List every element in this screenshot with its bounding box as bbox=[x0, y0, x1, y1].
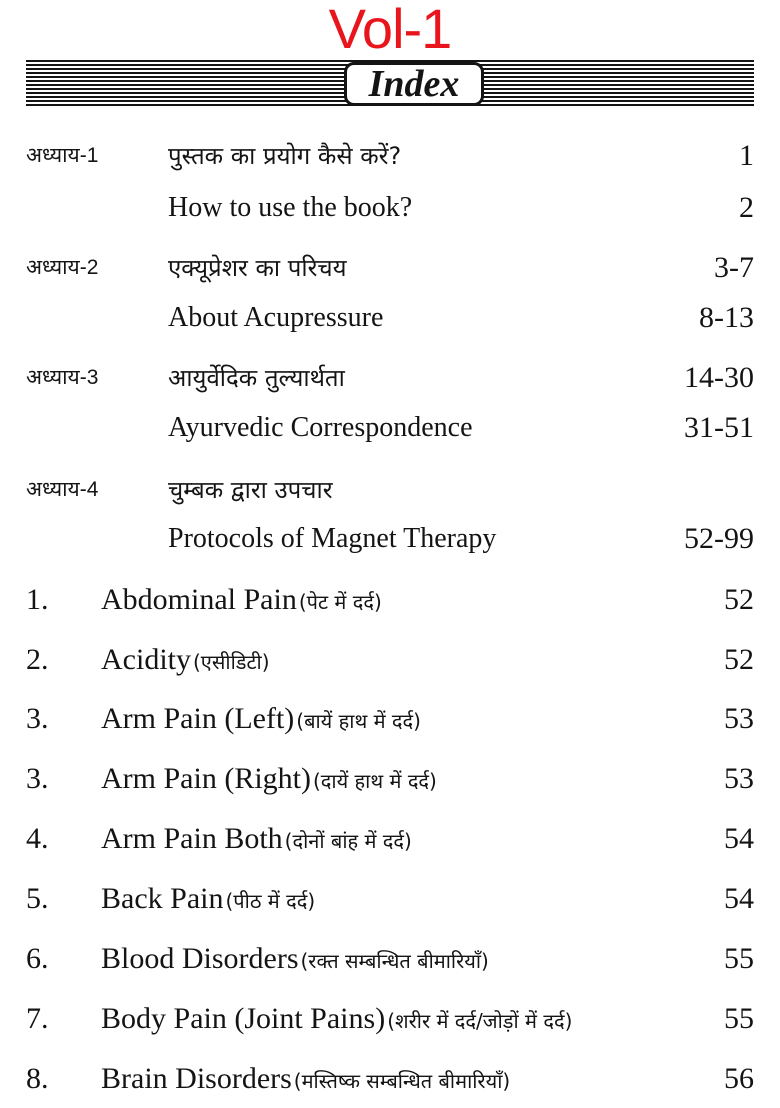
chapter-1-label: अध्याय-1 bbox=[26, 144, 99, 167]
item-title-english: Brain Disorders bbox=[101, 1062, 292, 1095]
item-title-hindi: (शरीर में दर्द/जोड़ों में दर्द) bbox=[387, 1009, 573, 1033]
item-title-english: Back Pain bbox=[101, 882, 224, 915]
item-number: 6. bbox=[26, 942, 49, 975]
chapter-3-label: अध्याय-3 bbox=[26, 366, 99, 389]
item-title-hindi: (रक्त सम्बन्धित बीमारियाँ) bbox=[300, 949, 489, 973]
chapter-2-label: अध्याय-2 bbox=[26, 256, 99, 279]
chapter-1-title-english: How to use the book? bbox=[168, 192, 413, 223]
item-title-english: Abdominal Pain bbox=[101, 583, 297, 616]
item-title bbox=[101, 999, 661, 1039]
chapter-1-page-english: 2 bbox=[739, 191, 754, 224]
chapter-4-page-english: 52-99 bbox=[684, 522, 754, 555]
item-page: 52 bbox=[724, 583, 754, 616]
item-title bbox=[101, 939, 661, 979]
item-title-hindi: (मस्तिष्क सम्बन्धित बीमारियाँ) bbox=[293, 1069, 511, 1093]
item-number: 4. bbox=[26, 822, 49, 855]
item-number: 8. bbox=[26, 1062, 49, 1095]
item-title-english: Arm Pain (Right) bbox=[101, 762, 311, 795]
item-title bbox=[101, 819, 661, 859]
chapter-2-title-hindi: एक्यूप्रेशर का परिचय bbox=[168, 254, 347, 282]
item-title-hindi: (पीठ में दर्द) bbox=[225, 889, 316, 913]
item-title-english: Blood Disorders bbox=[101, 942, 299, 975]
item-page: 56 bbox=[724, 1062, 754, 1095]
item-number: 2. bbox=[26, 643, 49, 676]
item-page: 52 bbox=[724, 643, 754, 676]
item-title bbox=[101, 580, 661, 620]
item-title-hindi: (बायें हाथ में दर्द) bbox=[296, 709, 421, 733]
item-page: 55 bbox=[724, 1002, 754, 1035]
chapter-2-page-hindi: 3-7 bbox=[714, 251, 754, 284]
item-page: 54 bbox=[724, 882, 754, 915]
item-title-hindi: (पेट में दर्द) bbox=[298, 590, 382, 614]
item-page: 53 bbox=[724, 702, 754, 735]
item-title bbox=[101, 879, 661, 919]
item-title bbox=[101, 759, 661, 799]
chapter-2-page-english: 8-13 bbox=[699, 301, 754, 334]
chapter-3-title-english: Ayurvedic Correspondence bbox=[168, 412, 473, 443]
volume-title: Vol-1 bbox=[328, 0, 452, 60]
item-title-english: Arm Pain Both bbox=[101, 822, 283, 855]
chapter-4-label: अध्याय-4 bbox=[26, 478, 99, 501]
item-title bbox=[101, 1059, 661, 1099]
item-title-english: Arm Pain (Left) bbox=[101, 702, 295, 735]
index-banner bbox=[26, 60, 754, 106]
item-title bbox=[101, 640, 661, 680]
item-title bbox=[101, 699, 661, 739]
item-title-hindi: (दोनों बांह में दर्द) bbox=[284, 829, 412, 853]
item-title-english: Acidity bbox=[101, 643, 191, 676]
chapter-4-title-hindi: चुम्बक द्वारा उपचार bbox=[168, 476, 333, 504]
item-page: 55 bbox=[724, 942, 754, 975]
item-number: 1. bbox=[26, 583, 49, 616]
item-page: 54 bbox=[724, 822, 754, 855]
item-title-hindi: (एसीडिटी) bbox=[193, 650, 270, 674]
chapter-1-page-hindi: 1 bbox=[739, 139, 754, 172]
item-number: 3. bbox=[26, 762, 49, 795]
chapter-2-title-english: About Acupressure bbox=[168, 302, 384, 333]
chapter-3-title-hindi: आयुर्वेदिक तुल्यार्थता bbox=[168, 364, 345, 392]
chapter-4-title-english: Protocols of Magnet Therapy bbox=[168, 523, 497, 554]
item-number: 7. bbox=[26, 1002, 49, 1035]
index-heading: Index bbox=[344, 62, 484, 106]
chapter-3-page-hindi: 14-30 bbox=[684, 361, 754, 394]
item-title-hindi: (दायें हाथ में दर्द) bbox=[313, 769, 437, 793]
item-title-english: Body Pain (Joint Pains) bbox=[101, 1002, 386, 1035]
item-number: 5. bbox=[26, 882, 49, 915]
item-number: 3. bbox=[26, 702, 49, 735]
item-page: 53 bbox=[724, 762, 754, 795]
chapter-3-page-english: 31-51 bbox=[684, 411, 754, 444]
chapter-1-title-hindi: पुस्तक का प्रयोग कैसे करें? bbox=[168, 142, 402, 170]
